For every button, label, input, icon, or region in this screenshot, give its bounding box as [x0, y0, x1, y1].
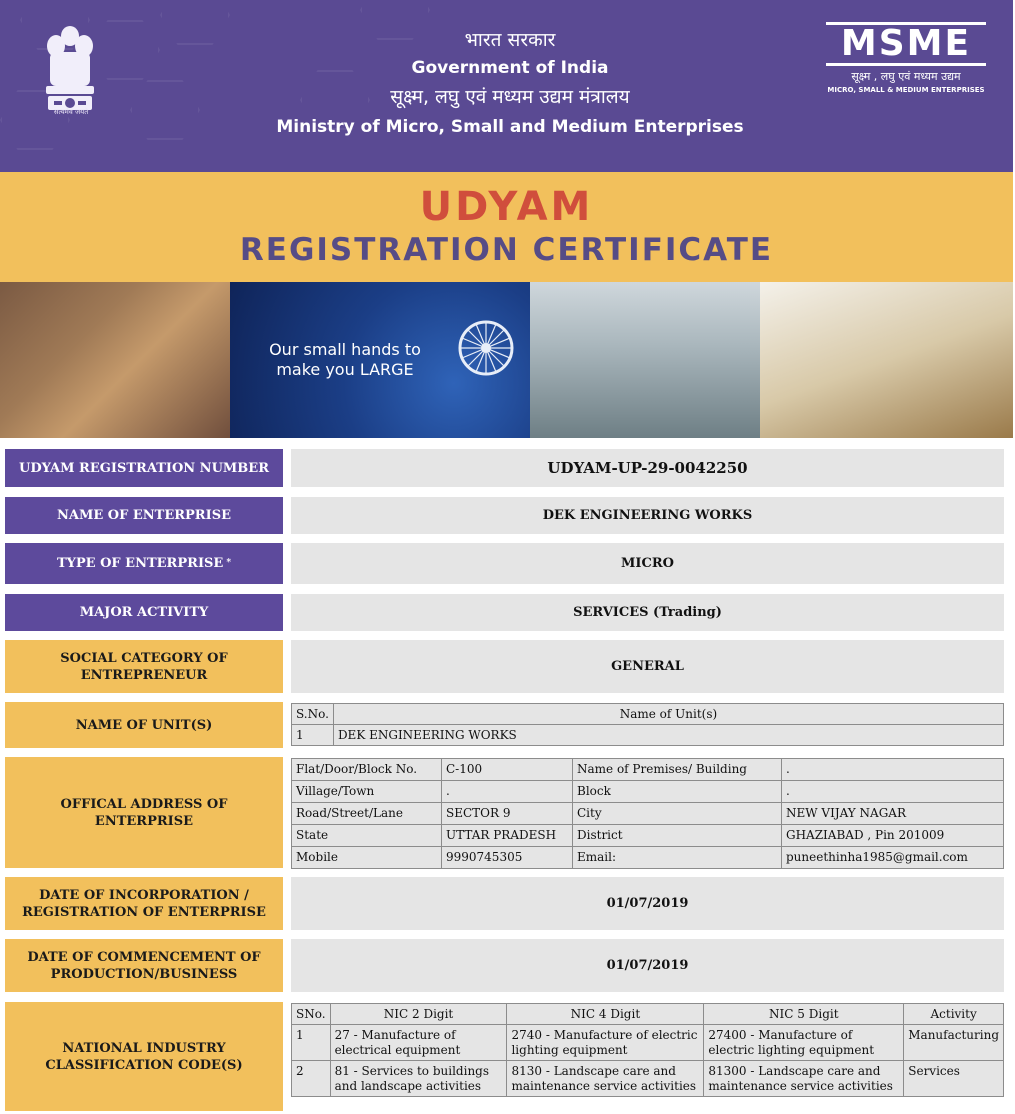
address-label: OFFICAL ADDRESS OF ENTERPRISE: [5, 757, 283, 868]
table-row: [292, 803, 1004, 825]
nic4-value: 8130 - Landscape care and maintenance service activities: [507, 1061, 704, 1097]
table-header-row: [292, 1004, 1004, 1025]
address-value: .: [782, 759, 1004, 781]
nic-label: NATIONAL INDUSTRY CLASSIFICATION CODE(S): [5, 1002, 283, 1111]
table-row: [292, 759, 1004, 781]
enterprise-name-label: NAME OF ENTERPRISE: [5, 497, 283, 534]
email-value: puneethinha1985@gmail.com: [782, 847, 1004, 869]
address-key: State: [292, 825, 442, 847]
nic2-value: 81 - Services to buildings and landscape activities: [330, 1061, 507, 1097]
units-table: [291, 703, 1004, 746]
nic-sno: 2: [292, 1061, 331, 1097]
enterprise-name-value: DEK ENGINEERING WORKS: [291, 497, 1004, 534]
reg-number-value: UDYAM-UP-29-0042250: [291, 449, 1004, 487]
address-key: Mobile: [292, 847, 442, 869]
activity-header: Activity: [904, 1004, 1004, 1025]
address-value: NEW VIJAY NAGAR: [782, 803, 1004, 825]
address-key: Email:: [573, 847, 782, 869]
table-row: [292, 781, 1004, 803]
hex-decoration: [160, 0, 230, 45]
unit-name: DEK ENGINEERING WORKS: [333, 725, 1003, 746]
units-label: NAME OF UNIT(S): [5, 702, 283, 748]
commencement-date-value: 01/07/2019: [291, 939, 1004, 992]
registration-certificate-title: REGISTRATION CERTIFICATE: [239, 232, 774, 268]
national-emblem-icon: [38, 22, 102, 122]
govt-header: [0, 0, 1013, 172]
header-titles: [250, 26, 770, 142]
address-table: [291, 758, 1004, 869]
table-row: [292, 725, 1004, 746]
address-value: UTTAR PRADESH: [442, 825, 573, 847]
unit-sno: 1: [292, 725, 334, 746]
nic5-value: 27400 - Manufacture of electric lighting equipment: [704, 1025, 904, 1061]
address-value: 9990745305: [442, 847, 573, 869]
address-value: .: [442, 781, 573, 803]
incorporation-date-value: 01/07/2019: [291, 877, 1004, 930]
nic4-value: 2740 - Manufacture of electric lighting equipment: [507, 1025, 704, 1061]
address-key: Name of Premises/ Building: [573, 759, 782, 781]
commencement-date-label: DATE OF COMMENCEMENT OF PRODUCTION/BUSINESS: [5, 939, 283, 992]
address-value: .: [782, 781, 1004, 803]
nic-table: [291, 1003, 1004, 1097]
address-key: District: [573, 825, 782, 847]
msme-logo: [826, 22, 986, 94]
banner-tagline: Our small hands to make you LARGE: [269, 340, 421, 379]
enterprise-type-label-text: TYPE OF ENTERPRISE: [56, 556, 224, 571]
address-value: SECTOR 9: [442, 803, 573, 825]
nic5-header: NIC 5 Digit: [704, 1004, 904, 1025]
address-key: Flat/Door/Block No.: [292, 759, 442, 781]
nic2-value: 27 - Manufacture of electrical equipment: [330, 1025, 507, 1061]
nic-sno-header: SNo.: [292, 1004, 331, 1025]
activity-value: Manufacturing: [904, 1025, 1004, 1061]
table-row: [292, 825, 1004, 847]
table-row: [292, 1025, 1004, 1061]
hindi-ministry-title: सूक्ष्म, लघु एवं मध्यम उद्यम मंत्रालय: [390, 86, 630, 108]
chakra-wheel-icon: [456, 318, 516, 378]
address-key: City: [573, 803, 782, 825]
major-activity-label: MAJOR ACTIVITY: [5, 594, 283, 631]
govt-title: Government of India: [411, 58, 609, 78]
activity-value: Services: [904, 1061, 1004, 1097]
address-value: C-100: [442, 759, 573, 781]
reg-number-label: UDYAM REGISTRATION NUMBER: [5, 449, 283, 487]
nic4-header: NIC 4 Digit: [507, 1004, 704, 1025]
emblem-caption: सत्यमेव जयते: [53, 108, 89, 116]
office-photo: [530, 282, 780, 438]
ministry-title: Ministry of Micro, Small and Medium Enterprises: [276, 117, 744, 137]
address-value: GHAZIABAD , Pin 201009: [782, 825, 1004, 847]
enterprise-type-value: MICRO: [291, 543, 1004, 584]
table-row: [292, 1061, 1004, 1097]
nic-sno: 1: [292, 1025, 331, 1061]
address-key: Village/Town: [292, 781, 442, 803]
msme-logo-text: MSME: [826, 22, 986, 66]
social-category-label: SOCIAL CATEGORY OF ENTREPRENEUR: [5, 640, 283, 693]
artisan-photo: [0, 282, 240, 438]
table-header-row: [292, 704, 1004, 725]
social-category-value: GENERAL: [291, 640, 1004, 693]
hex-decoration: [130, 80, 200, 140]
hindi-govt-title: भारत सरकार: [464, 29, 556, 51]
address-key: Road/Street/Lane: [292, 803, 442, 825]
sno-header: S.No.: [292, 704, 334, 725]
msme-hindi-caption: सूक्ष्म , लघु एवं मध्यम उद्यम: [851, 70, 961, 83]
table-row: [292, 847, 1004, 869]
incorporation-date-label: DATE OF INCORPORATION / REGISTRATION OF ENTERPRISE: [5, 877, 283, 930]
nic2-header: NIC 2 Digit: [330, 1004, 507, 1025]
udyam-title: UDYAM: [419, 184, 594, 230]
msme-english-caption: MICRO, SMALL & MEDIUM ENTERPRISES: [827, 86, 985, 94]
address-key: Block: [573, 781, 782, 803]
farm-machine-photo: [760, 282, 1013, 438]
required-marker: *: [226, 558, 232, 568]
major-activity-value: SERVICES (Trading): [291, 594, 1004, 631]
certificate-title-band: [0, 172, 1013, 282]
nic5-value: 81300 - Landscape care and maintenance service activities: [704, 1061, 904, 1097]
unit-name-header: Name of Unit(s): [333, 704, 1003, 725]
enterprise-type-label: [5, 543, 283, 584]
